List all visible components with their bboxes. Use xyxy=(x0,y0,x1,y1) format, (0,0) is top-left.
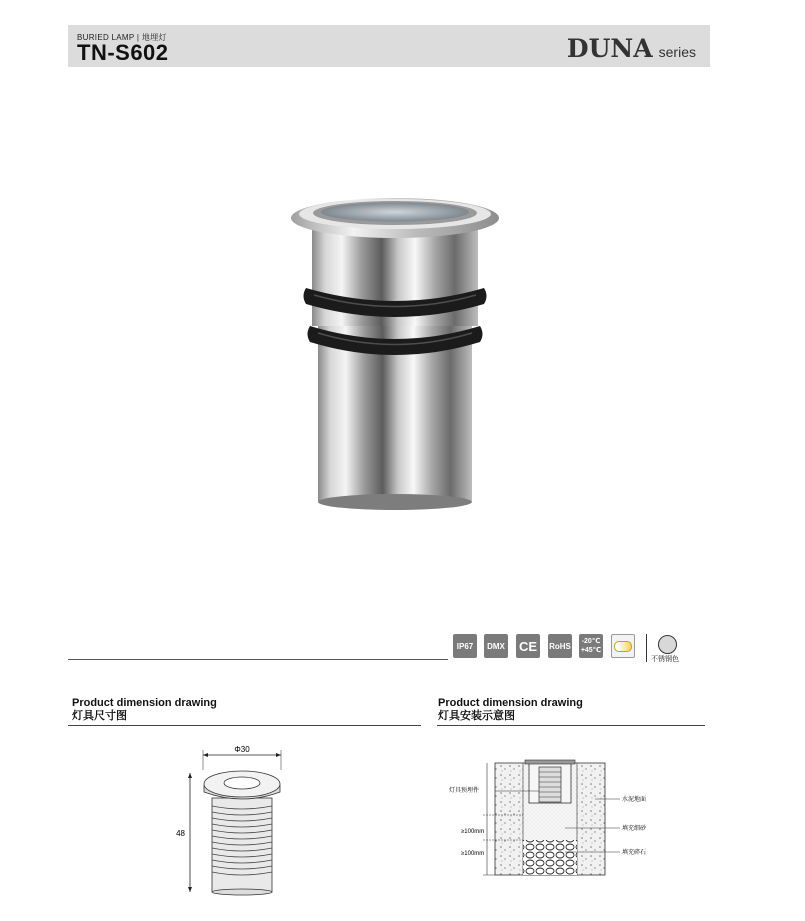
depth-label-gravel: ≥100mm xyxy=(461,851,485,857)
label-fine-sand: 填充细砂 xyxy=(622,826,647,832)
temperature-range-icon: -20℃ +45℃ xyxy=(579,634,603,658)
height-label: 48 xyxy=(176,829,185,838)
header-bar xyxy=(68,25,710,67)
series-suffix: series xyxy=(658,44,696,60)
model-number: TN-S602 xyxy=(77,40,169,65)
finish-color-swatch xyxy=(658,635,677,654)
dimension-section-line xyxy=(68,725,421,726)
ip67-icon: IP67 xyxy=(453,634,477,658)
series-title xyxy=(567,34,696,63)
label-cement-ground: 水泥地面 xyxy=(622,797,647,803)
install-section-line xyxy=(437,725,705,726)
depth-label-sand: ≥100mm xyxy=(461,829,485,835)
product-category: BURIED LAMP | 地埋灯 xyxy=(77,33,167,42)
ce-icon: CE xyxy=(516,634,540,658)
dimension-drawing xyxy=(170,740,300,900)
rohs-icon: RoHS xyxy=(548,634,572,658)
bulb-icon xyxy=(614,641,632,652)
label-embedded-part: 灯具预埋件 xyxy=(449,788,480,794)
product-image xyxy=(290,196,500,516)
series-name: DUNA xyxy=(566,34,653,63)
dimension-section-title: Product dimension drawing 灯具尺寸图 xyxy=(72,697,217,722)
finish-color-label: 不锈钢色 xyxy=(651,656,679,663)
diameter-label: Φ30 xyxy=(234,745,250,754)
icon-separator xyxy=(646,634,647,662)
installation-diagram xyxy=(445,755,660,880)
label-gravel: 填充碎石 xyxy=(622,850,647,856)
section-divider xyxy=(68,659,448,660)
install-section-title: Product dimension drawing 灯具安装示意图 xyxy=(438,697,583,722)
light-color-icon xyxy=(611,634,635,658)
dmx-icon: DMX xyxy=(484,634,508,658)
